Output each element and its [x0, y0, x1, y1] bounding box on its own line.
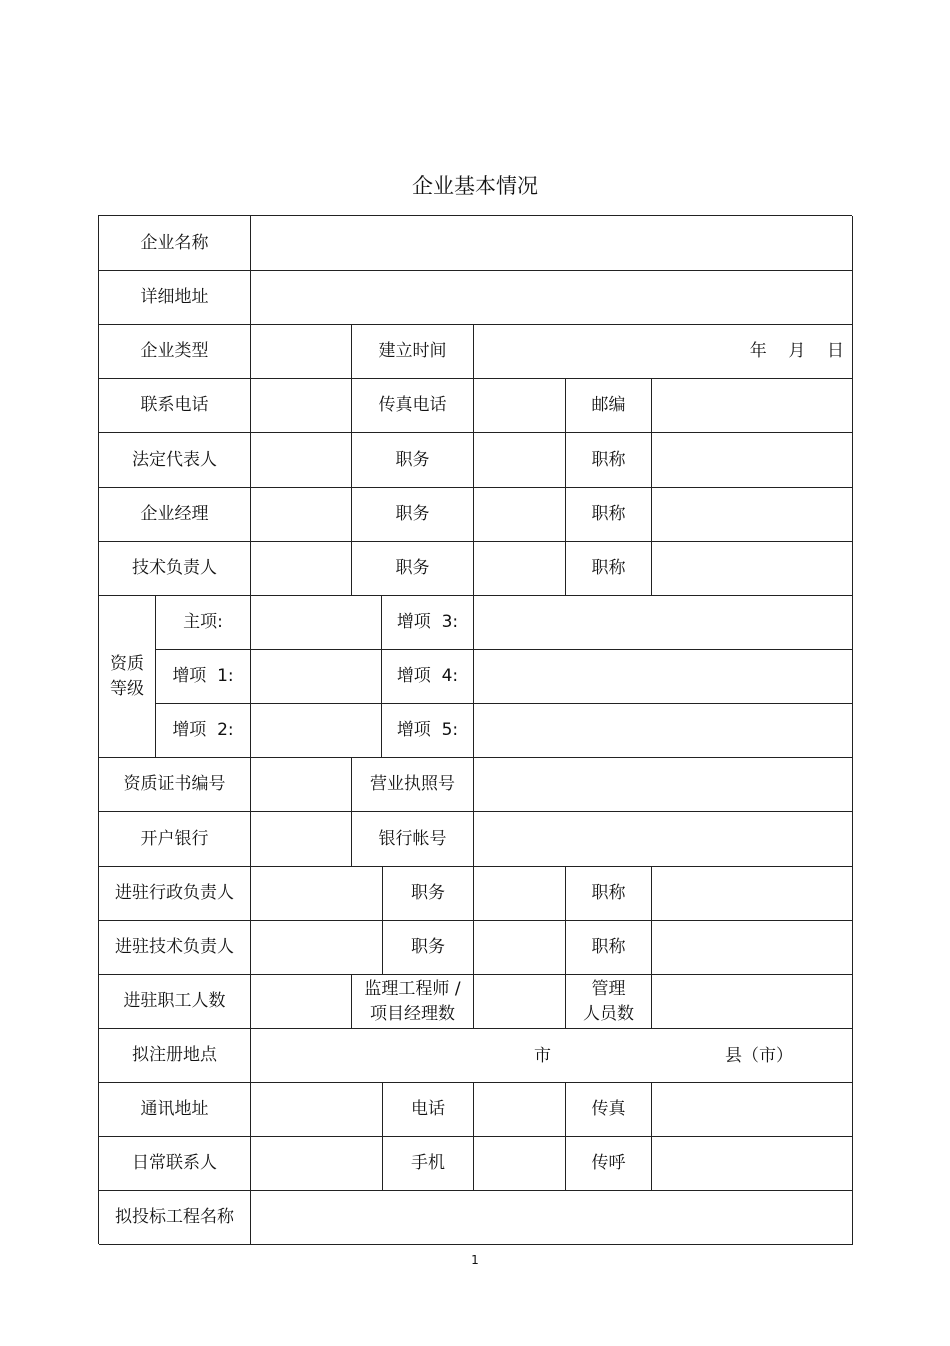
- label-qualification: 资质 等级: [99, 596, 156, 758]
- label-title: 职称: [566, 433, 652, 488]
- label-tel: 电话: [383, 1083, 474, 1137]
- field-title[interactable]: [652, 488, 853, 542]
- field-engineer-count[interactable]: [474, 975, 566, 1029]
- field-position[interactable]: [474, 542, 566, 596]
- label-position: 职务: [352, 433, 474, 488]
- field-tel[interactable]: [474, 1083, 566, 1137]
- field-mobile[interactable]: [474, 1137, 566, 1191]
- field-title[interactable]: [652, 921, 853, 975]
- field-company-name[interactable]: [251, 216, 853, 271]
- label-add5: 增项 5:: [382, 704, 474, 758]
- label-founded: 建立时间: [352, 325, 474, 379]
- field-title[interactable]: [652, 433, 853, 488]
- label-mail-address: 通讯地址: [99, 1083, 251, 1137]
- page-number: 1: [471, 1253, 479, 1267]
- label-site-tech-head: 进驻技术负责人: [99, 921, 251, 975]
- field-add5[interactable]: [474, 704, 853, 758]
- label-engineer-count: 监理工程师 / 项目经理数: [352, 975, 474, 1029]
- label-main-item: 主项:: [156, 596, 251, 650]
- label-add2: 增项 2:: [156, 704, 251, 758]
- label-postcode: 邮编: [566, 379, 652, 433]
- field-cert-no[interactable]: [251, 758, 352, 812]
- field-tech-head[interactable]: [251, 542, 352, 596]
- label-license-no: 营业执照号: [352, 758, 474, 812]
- field-title[interactable]: [652, 542, 853, 596]
- label-title: 职称: [566, 921, 652, 975]
- label-legal-rep: 法定代表人: [99, 433, 251, 488]
- page-title: 企业基本情况: [412, 174, 538, 198]
- field-pager[interactable]: [652, 1137, 853, 1191]
- field-position[interactable]: [474, 488, 566, 542]
- label-county: 县（市）: [725, 1046, 793, 1066]
- label-admin-head: 进驻行政负责人: [99, 867, 251, 921]
- date-suffix: 年 月 日: [749, 341, 844, 361]
- label-title: 职称: [566, 488, 652, 542]
- label-bank-account: 银行帐号: [352, 812, 474, 867]
- field-position[interactable]: [474, 921, 566, 975]
- label-phone: 联系电话: [99, 379, 251, 433]
- field-add1[interactable]: [251, 650, 382, 704]
- field-mail-address[interactable]: [251, 1083, 383, 1137]
- field-project-name[interactable]: [251, 1191, 853, 1245]
- field-reg-location[interactable]: [251, 1029, 853, 1083]
- label-pager: 传呼: [566, 1137, 652, 1191]
- label-mgmt-count: 管理 人员数: [566, 975, 652, 1029]
- label-add3: 增项 3:: [382, 596, 474, 650]
- label-fax: 传真电话: [352, 379, 474, 433]
- label-company-type: 企业类型: [99, 325, 251, 379]
- field-staff-count[interactable]: [251, 975, 352, 1029]
- label-position: 职务: [383, 867, 474, 921]
- field-add4[interactable]: [474, 650, 853, 704]
- label-company-name: 企业名称: [99, 216, 251, 271]
- label-address: 详细地址: [99, 271, 251, 325]
- label-tech-head: 技术负责人: [99, 542, 251, 596]
- field-license-no[interactable]: [474, 758, 853, 812]
- field-postcode[interactable]: [652, 379, 853, 433]
- label-add1: 增项 1:: [156, 650, 251, 704]
- label-contact: 日常联系人: [99, 1137, 251, 1191]
- label-title: 职称: [566, 867, 652, 921]
- field-legal-rep[interactable]: [251, 433, 352, 488]
- field-fax[interactable]: [474, 379, 566, 433]
- field-bank[interactable]: [251, 812, 352, 867]
- label-fax2: 传真: [566, 1083, 652, 1137]
- label-title: 职称: [566, 542, 652, 596]
- field-manager[interactable]: [251, 488, 352, 542]
- field-address[interactable]: [251, 271, 853, 325]
- label-project-name: 拟投标工程名称: [99, 1191, 251, 1245]
- label-bank: 开户银行: [99, 812, 251, 867]
- field-mgmt-count[interactable]: [652, 975, 853, 1029]
- label-reg-location: 拟注册地点: [99, 1029, 251, 1083]
- label-manager: 企业经理: [99, 488, 251, 542]
- field-fax2[interactable]: [652, 1083, 853, 1137]
- field-position[interactable]: [474, 867, 566, 921]
- label-position: 职务: [352, 488, 474, 542]
- field-add3[interactable]: [474, 596, 853, 650]
- field-bank-account[interactable]: [474, 812, 853, 867]
- label-add4: 增项 4:: [382, 650, 474, 704]
- company-info-form: [98, 215, 852, 1244]
- field-position[interactable]: [474, 433, 566, 488]
- field-title[interactable]: [652, 867, 853, 921]
- label-city: 市: [534, 1046, 551, 1066]
- label-mobile: 手机: [383, 1137, 474, 1191]
- field-site-tech-head[interactable]: [251, 921, 383, 975]
- field-add2[interactable]: [251, 704, 382, 758]
- label-position: 职务: [352, 542, 474, 596]
- label-cert-no: 资质证书编号: [99, 758, 251, 812]
- field-admin-head[interactable]: [251, 867, 383, 921]
- field-phone[interactable]: [251, 379, 352, 433]
- field-founded-date[interactable]: [474, 325, 853, 379]
- field-company-type[interactable]: [251, 325, 352, 379]
- field-main-item[interactable]: [251, 596, 382, 650]
- field-contact[interactable]: [251, 1137, 383, 1191]
- label-position: 职务: [383, 921, 474, 975]
- label-staff-count: 进驻职工人数: [99, 975, 251, 1029]
